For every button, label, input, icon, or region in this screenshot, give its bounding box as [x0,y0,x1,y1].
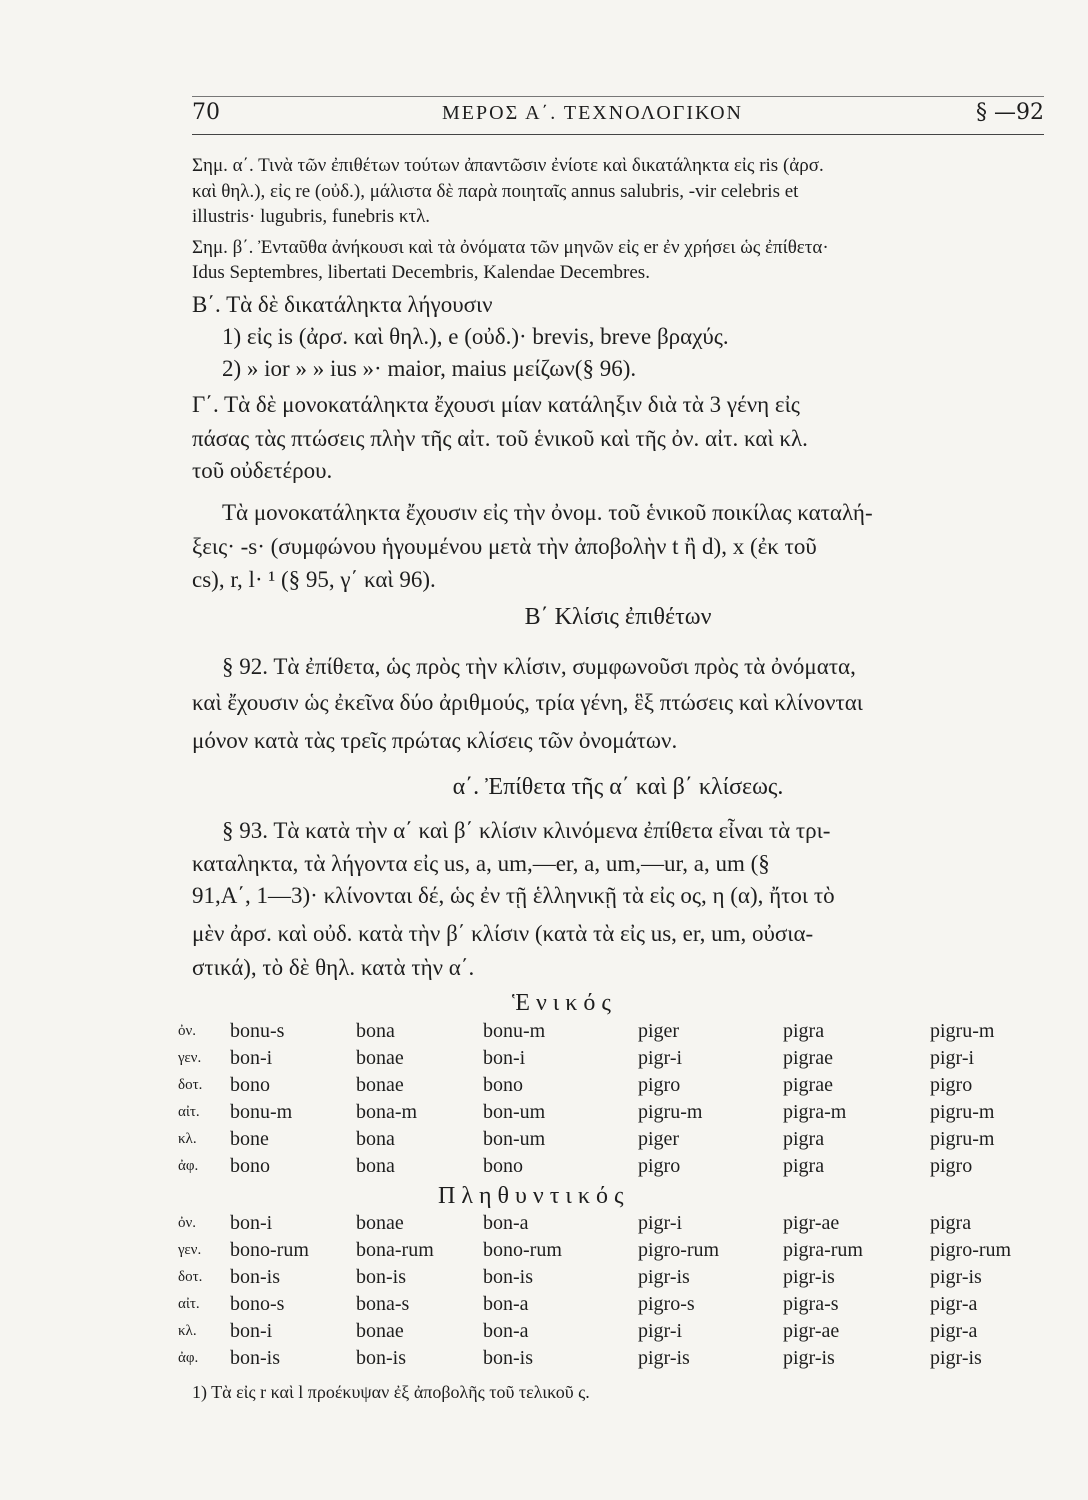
body-line: στικά), τὸ δὲ θηλ. κατὰ τὴν α΄. [192,955,475,980]
page-number: 70 [192,100,220,125]
form-cell: pigr-ae [783,1320,840,1342]
form-cell: pigru-m [930,1128,995,1150]
form-cell: pigrae [783,1047,833,1069]
case-label: δοτ. [178,1077,203,1093]
form-cell: bono [483,1074,523,1096]
table-row [178,1347,1058,1374]
body-line: Idus Septembres, libertati Decembris, Kalendae Decembres. [192,262,650,283]
form-cell: bon-is [230,1347,280,1369]
case-label: γεν. [178,1050,202,1066]
form-cell: pigr-i [638,1047,683,1069]
body-line: Σημ. α΄. Τινὰ τῶν ἐπιθέτων τούτων ἀπαντῶσιν ἐνίοτε καὶ δικατάληκτα εἰς ris (ἀρσ. [192,155,824,176]
form-cell: pigra [783,1128,825,1150]
form-cell: pigr-is [638,1347,690,1369]
form-cell: bon-is [230,1266,280,1288]
form-cell: pigr-is [930,1347,982,1369]
form-cell: bon-i [230,1320,273,1342]
form-cell: bon-i [230,1047,273,1069]
body-line: ξεις· -s· (συμφώνου ἡγουμένου μετὰ τὴν ἀποβολὴν t ἢ d), x (ἐκ τοῦ [192,534,817,559]
body-line: 1) εἰς is (ἀρσ. καὶ θηλ.), e (οὐδ.)· brevis, breve βραχύς. [222,324,729,349]
form-cell: bon-is [483,1266,533,1288]
form-cell: pigru-m [638,1101,703,1123]
running-title: ΜΕΡΟΣ Α΄. ΤΕΧΝΟΛΟΓΙΚΟΝ [442,102,743,124]
table-row [178,1020,1058,1047]
case-label: κλ. [178,1131,197,1147]
form-cell: bon-is [356,1347,406,1369]
footnote: 1) Τὰ εἰς r καὶ l προέκυψαν ἐξ ἀποβολῆς τοῦ τελικοῦ ς. [192,1382,590,1402]
form-cell: pigru-m [930,1101,995,1123]
case-label: γεν. [178,1242,202,1258]
form-cell: piger [638,1128,680,1150]
form-cell: pigr-is [638,1266,690,1288]
form-cell: bonae [356,1074,404,1096]
form-cell: pigra-s [783,1293,839,1315]
body-line: § 93. Τὰ κατὰ τὴν α΄ καὶ β΄ κλίσιν κλινόμενα ἐπίθετα εἶναι τὰ τρι- [222,818,831,843]
form-cell: bono-s [230,1293,285,1315]
case-label: ὀν. [178,1023,197,1039]
top-rule [192,96,1044,97]
body-line: Γ΄. Τὰ δὲ μονοκατάληκτα ἔχουσι μίαν κατάληξιν διὰ τὰ 3 γένη εἰς [192,392,800,417]
case-label: δοτ. [178,1269,203,1285]
form-cell: pigr-i [638,1320,683,1342]
form-cell: bonae [356,1212,404,1234]
form-cell: pigra [930,1212,972,1234]
table-row [178,1266,1058,1293]
form-cell: bono-rum [230,1239,309,1261]
table-row [178,1128,1058,1155]
section-reference: § —92 [976,100,1044,125]
form-cell: pigr-i [930,1047,975,1069]
body-line: τοῦ οὐδετέρου. [192,458,333,483]
body-line: Σημ. β΄. Ἐνταῦθα ἀνήκουσι καὶ τὰ ὀνόματα τῶν μηνῶν εἰς er ἐν χρήσει ὡς ἐπίθετα· [192,237,829,258]
table-row [178,1239,1058,1266]
body-line: καὶ ἔχουσιν ὡς ἐκεῖνα δύο ἀριθμούς, τρία γένη, ἓξ πτώσεις καὶ κλίνονται [192,690,863,715]
form-cell: pigro [638,1155,681,1177]
form-cell: bon-um [483,1101,546,1123]
form-cell: bon-i [230,1212,273,1234]
form-cell: bona [356,1155,395,1177]
body-line: Β΄. Τὰ δὲ δικατάληκτα λήγουσιν [192,292,493,317]
case-label: αἰτ. [178,1104,200,1120]
body-line: καὶ θηλ.), εἰς re (οὐδ.), μάλιστα δὲ παρὰ ποιηταῖς annus salubris, -vir celebris et [192,181,799,202]
form-cell: pigro [930,1074,973,1096]
form-cell: pigru-m [930,1020,995,1042]
singular-heading: Ἑ ν ι κ ό ς [512,990,611,1016]
form-cell: bono-rum [483,1239,562,1261]
form-cell: pigra [783,1155,825,1177]
form-cell: bona-rum [356,1239,434,1261]
table-row [178,1155,1058,1182]
body-line: μὲν ἀρσ. καὶ οὐδ. κατὰ τὴν β΄ κλίσιν (κατὰ τὰ εἰς us, er, um, οὐσια- [192,921,814,946]
form-cell: bono [230,1155,270,1177]
form-cell: bonae [356,1047,404,1069]
form-cell: pigr-a [930,1320,978,1342]
form-cell: pigr-is [783,1347,835,1369]
form-cell: pigra-rum [783,1239,863,1261]
plural-declension-table [178,1212,1058,1374]
body-line: 91,Α΄, 1—3)· κλίνονται δέ, ὡς ἐν τῇ ἑλληνικῇ τὰ εἰς ος, η (α), ἤτοι τὸ [192,883,835,908]
case-label: ὀν. [178,1215,197,1231]
running-header [192,100,1044,135]
form-cell: bon-is [483,1347,533,1369]
form-cell: pigro-s [638,1293,695,1315]
case-label: ἀφ. [178,1350,199,1366]
form-cell: bona-m [356,1101,418,1123]
form-cell: bona-s [356,1293,410,1315]
form-cell: pigro-rum [930,1239,1012,1261]
subsection-heading: α΄. Ἐπίθετα τῆς α΄ καὶ β΄ κλίσεως. [452,774,784,800]
body-line: illustris· lugubris, funebris κτλ. [192,206,431,227]
form-cell: bona [356,1020,395,1042]
form-cell: pigra [783,1020,825,1042]
form-cell: pigr-ae [783,1212,840,1234]
body-line: cs), r, l· ¹ (§ 95, γ΄ καὶ 96). [192,567,436,592]
form-cell: bonu-m [483,1020,546,1042]
form-cell: bona [356,1128,395,1150]
form-cell: bonu-m [230,1101,293,1123]
form-cell: piger [638,1020,680,1042]
form-cell: pigro-rum [638,1239,720,1261]
case-label: κλ. [178,1323,197,1339]
table-row [178,1074,1058,1101]
plural-heading: Π λ η θ υ ν τ ι κ ό ς [438,1183,624,1209]
section-heading: Β΄ Κλίσις ἐπιθέτων [524,604,712,630]
form-cell: bon-is [356,1266,406,1288]
form-cell: pigra-m [783,1101,847,1123]
body-line: 2) » ior » » ius »· maior, maius μείζων(§ 96). [222,356,637,381]
body-line: Τὰ μονοκατάληκτα ἔχουσιν εἰς τὴν ὀνομ. τοῦ ἑνικοῦ ποικίλας καταλή- [222,500,873,525]
form-cell: bon-um [483,1128,546,1150]
form-cell: pigr-i [638,1212,683,1234]
form-cell: pigr-is [783,1266,835,1288]
form-cell: bon-a [483,1212,529,1234]
form-cell: bon-a [483,1320,529,1342]
case-label: ἀφ. [178,1158,199,1174]
table-row [178,1212,1058,1239]
body-line: μόνον κατὰ τὰς τρεῖς πρώτας κλίσεις τῶν ὀνομάτων. [192,728,678,753]
form-cell: bon-a [483,1293,529,1315]
form-cell: bone [230,1128,269,1150]
body-line: πάσας τὰς πτώσεις πλὴν τῆς αἰτ. τοῦ ἑνικοῦ καὶ τῆς ὀν. αἰτ. καὶ κλ. [192,426,808,451]
form-cell: bonae [356,1320,404,1342]
table-row [178,1320,1058,1347]
body-line: καταληκτα, τὰ λήγοντα εἰς us, a, um,—er, a, um,—ur, a, um (§ [192,851,770,876]
form-cell: pigro [930,1155,973,1177]
table-row [178,1101,1058,1128]
form-cell: pigro [638,1074,681,1096]
case-label: αἰτ. [178,1296,200,1312]
form-cell: bonu-s [230,1020,285,1042]
form-cell: pigrae [783,1074,833,1096]
body-line: § 92. Τὰ ἐπίθετα, ὡς πρὸς τὴν κλίσιν, συμφωνοῦσι πρὸς τὰ ὀνόματα, [222,654,856,679]
form-cell: bono [483,1155,523,1177]
form-cell: bono [230,1074,270,1096]
singular-declension-table [178,1020,1058,1182]
table-row [178,1047,1058,1074]
form-cell: pigr-is [930,1266,982,1288]
form-cell: bon-i [483,1047,526,1069]
form-cell: pigr-a [930,1293,978,1315]
table-row [178,1293,1058,1320]
